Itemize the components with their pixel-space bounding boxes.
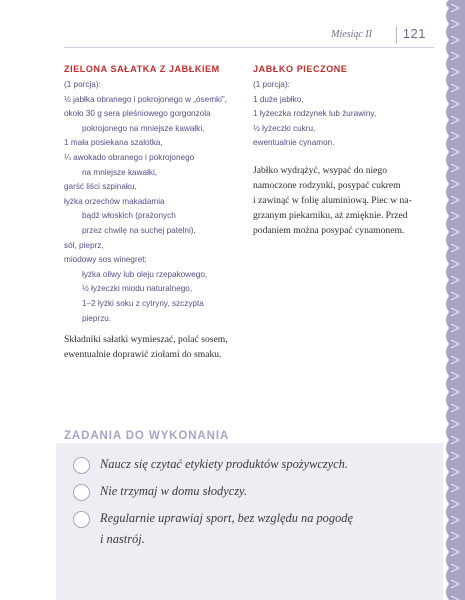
ingredient-line: 1 duże jabłko, [253,94,304,104]
instruction-line: namoczone rodzynki, posypać cukrem [253,179,401,191]
checkbox-circle-icon[interactable] [73,511,90,528]
ingredient-line: miodowy sos winegret: [64,255,147,265]
ingredient-line: na mniejsze kawałki, [82,167,158,177]
ingredient-line: pieprzu. [82,313,112,323]
task-text-line: Naucz się czytać etykiety produktów spożywczych. [100,457,348,471]
ingredient-line: (1 porcja): [64,80,101,89]
ingredient-line: sól, pieprz, [64,240,104,250]
ingredient-line: około 30 g sera pleśniowego gorgonzola [64,109,211,119]
ingredient-line: pokrojonego na mniejsze kawałki, [82,123,205,133]
ingredient-line: łyżka oliwy lub oleju rzepakowego, [82,269,208,279]
task-text-line: Nie trzymaj w domu słodyczy. [100,484,247,498]
recipe-title: JABŁKO PIECZONE [253,64,348,74]
recipe-salad [64,62,249,362]
ingredient-line: ewentualnie cynamon. [253,138,335,148]
recipe-title: ZIELONA SAŁATKA Z JABŁKIEM [64,64,220,74]
page-header [0,26,440,46]
checkbox-circle-icon[interactable] [73,457,90,474]
instruction-line: Składniki sałatki wymieszać, polać sosem, [64,334,228,346]
instruction-line: grzanym piekarniku, aż zmięknie. Przed [253,209,408,221]
instruction-line: podaniem można posypać cynamonem. [253,224,405,236]
task-text-line: i nastrój. [100,532,145,546]
ingredient-line: łyżka orzechów makadamia [64,196,165,206]
instructions [253,163,433,238]
instruction-line: i zawinąć w folię aluminiową. Piec w na- [253,194,412,206]
ingredient-line: (1 porcja): [253,80,290,89]
ingredient-line: garść liści szpinaku, [64,182,137,192]
page-number: 121 [402,26,426,41]
checkbox-circle-icon[interactable] [73,484,90,501]
task-text [100,454,348,475]
header-divider [396,26,397,44]
ingredient-list [253,78,433,151]
task-text-line: Regularnie uprawiaj sport, bez względu na pogodę [100,511,353,525]
tasks-title: ZADANIA DO WYKONANIA [64,430,230,442]
ingredient-line: ¼ awokado obranego i pokrojonego [64,152,195,162]
task-text [100,508,353,550]
ingredient-line: ½ łyżeczki miodu naturalnego, [82,284,193,294]
instructions [64,332,249,362]
ingredient-line: przez chwilę na suchej patelni), [82,225,196,235]
ingredient-line: bądź włoskich (prażonych [82,211,176,221]
ingredient-line: 1–2 łyżki soku z cytryny, szczypta [82,298,204,308]
recipe-baked-apple [253,62,433,238]
ingredient-line: 1 łyżeczka rodzynek lub żurawiny, [253,109,377,119]
instruction-line: ewentualnie doprawić ziołami do smaku. [64,349,222,361]
section-label: Miesiąc II [331,29,372,40]
task-text [100,481,247,502]
ingredient-line: ½ łyżeczki cukru, [253,123,316,133]
ingredient-line: ½ jabłka obranego i pokrojonego w „ósemki”, [64,94,227,104]
ingredient-line: 1 mała posiekana szalotka, [64,138,163,148]
ingredient-list [64,78,249,326]
header-rule [64,47,434,48]
scallop-pattern [443,0,465,600]
instruction-line: Jabłko wydrążyć, wsypać do niego [253,164,388,176]
scalloped-page-edge [443,0,465,600]
